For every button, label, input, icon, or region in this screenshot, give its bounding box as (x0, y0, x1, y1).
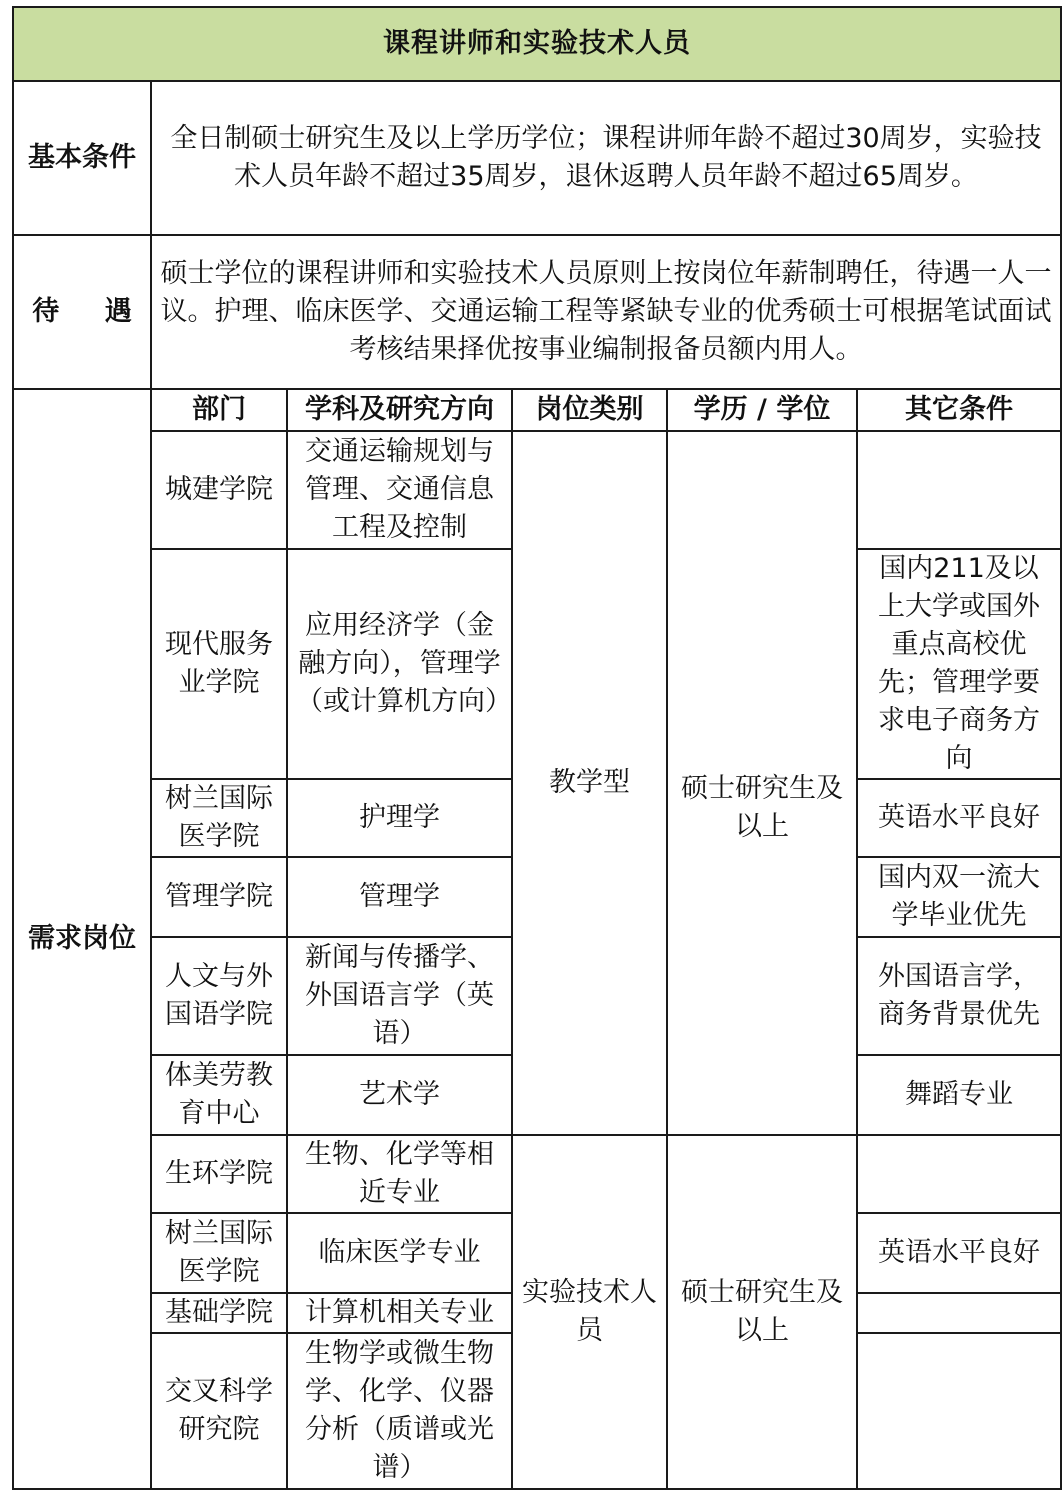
table-row (13, 1135, 1061, 1213)
other-cell: 国内双一流大学毕业优先 (857, 857, 1061, 937)
subject-cell: 艺术学 (287, 1055, 512, 1135)
other-cell (857, 1135, 1061, 1213)
treatment-label (13, 235, 151, 389)
subject-cell: 生物学或微生物学、化学、仪器分析（质谱或光谱） (287, 1333, 512, 1489)
subject-cell: 新闻与传播学、外国语言学（英语） (287, 937, 512, 1055)
dept-cell: 树兰国际医学院 (151, 1213, 287, 1293)
dept-cell: 树兰国际医学院 (151, 779, 287, 857)
type-cell-lab: 实验技术人员 (512, 1135, 667, 1489)
recruitment-table (12, 6, 1062, 1490)
subject-cell: 交通运输规划与管理、交通信息工程及控制 (287, 431, 512, 549)
positions-label: 需求岗位 (13, 389, 151, 1489)
dept-cell: 体美劳教育中心 (151, 1055, 287, 1135)
basic-conditions-text: 全日制硕士研究生及以上学历学位；课程讲师年龄不超过30周岁，实验技术人员年龄不超过35周岁，退休返聘人员年龄不超过65周岁。 (151, 81, 1061, 235)
col-header-degree: 学历 / 学位 (667, 389, 857, 431)
other-cell (857, 1293, 1061, 1333)
dept-cell: 现代服务业学院 (151, 549, 287, 779)
col-header-other: 其它条件 (857, 389, 1061, 431)
subject-cell: 计算机相关专业 (287, 1293, 512, 1333)
dept-cell: 管理学院 (151, 857, 287, 937)
col-header-subject: 学科及研究方向 (287, 389, 512, 431)
other-cell: 舞蹈专业 (857, 1055, 1061, 1135)
basic-conditions-label: 基本条件 (13, 81, 151, 235)
degree-cell-lab: 硕士研究生及以上 (667, 1135, 857, 1489)
subject-cell: 管理学 (287, 857, 512, 937)
other-cell: 英语水平良好 (857, 779, 1061, 857)
treatment-label-text: 待 遇 (32, 296, 150, 327)
subject-cell: 应用经济学（金融方向），管理学（或计算机方向） (287, 549, 512, 779)
subject-cell: 生物、化学等相近专业 (287, 1135, 512, 1213)
other-cell: 英语水平良好 (857, 1213, 1061, 1293)
subject-cell: 临床医学专业 (287, 1213, 512, 1293)
dept-cell: 生环学院 (151, 1135, 287, 1213)
dept-cell: 人文与外国语学院 (151, 937, 287, 1055)
other-cell: 外国语言学，商务背景优先 (857, 937, 1061, 1055)
col-header-type: 岗位类别 (512, 389, 667, 431)
other-cell: 国内211及以上大学或国外重点高校优先；管理学要求电子商务方向 (857, 549, 1061, 779)
other-cell (857, 431, 1061, 549)
table-title: 课程讲师和实验技术人员 (13, 7, 1061, 81)
degree-cell-teaching: 硕士研究生及以上 (667, 431, 857, 1135)
col-header-dept: 部门 (151, 389, 287, 431)
treatment-text: 硕士学位的课程讲师和实验技术人员原则上按岗位年薪制聘任，待遇一人一议。护理、临床医学、交通运输工程等紧缺专业的优秀硕士可根据笔试面试考核结果择优按事业编制报备员额内用人。 (151, 235, 1061, 389)
dept-cell: 城建学院 (151, 431, 287, 549)
other-cell (857, 1333, 1061, 1489)
dept-cell: 基础学院 (151, 1293, 287, 1333)
dept-cell: 交叉科学研究院 (151, 1333, 287, 1489)
table-row (13, 431, 1061, 549)
type-cell-teaching: 教学型 (512, 431, 667, 1135)
subject-cell: 护理学 (287, 779, 512, 857)
